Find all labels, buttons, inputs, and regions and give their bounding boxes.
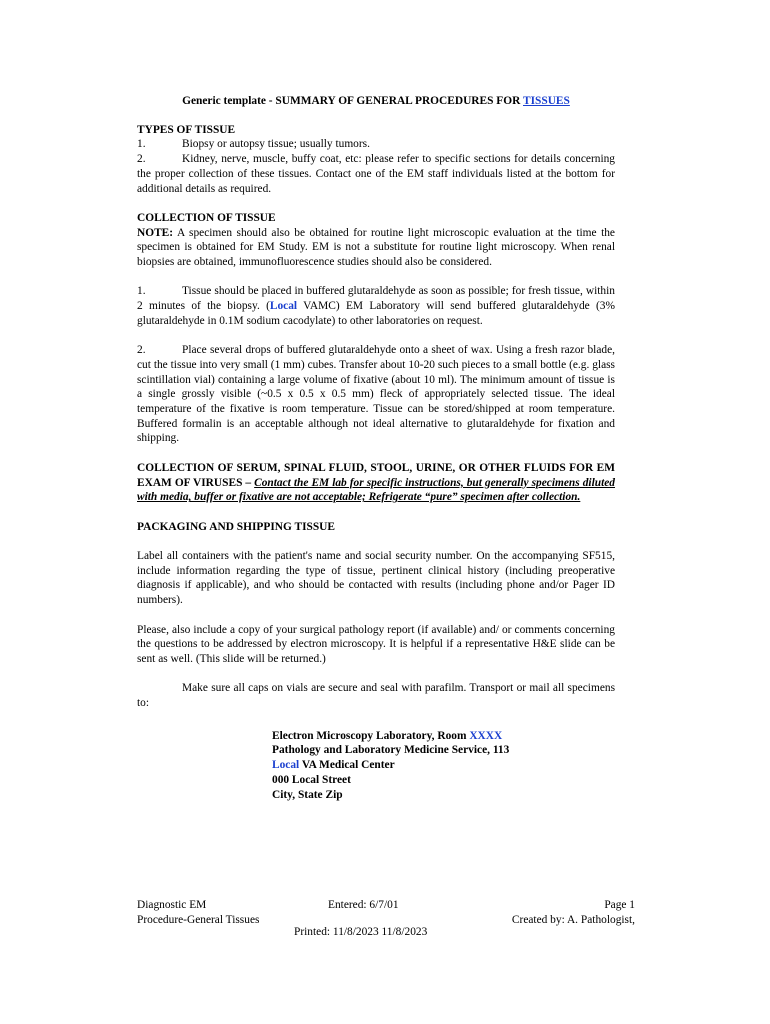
types-item-2-number: 2. (137, 153, 146, 166)
title-prefix: Generic template - SUMMARY OF GENERAL PROCEDURES FOR (182, 95, 523, 107)
address-line-2: Pathology and Laboratory Medicine Service, 113 (272, 744, 510, 757)
types-item-2 (137, 152, 615, 196)
address-line-3-text: VA Medical Center (299, 759, 395, 772)
address-line-1 (272, 729, 615, 744)
address-line-5: City, State Zip (272, 788, 343, 801)
tissues-link[interactable]: TISSUES (523, 95, 570, 107)
address-local: Local (272, 759, 300, 772)
footer-created-by: Created by: A. Pathologist, (511, 913, 635, 926)
packaging-heading: PACKAGING AND SHIPPING TISSUE (137, 520, 335, 533)
collection-item-1-text-b: VAMC) EM Laboratory will send buffered glutaraldehyde (3% glutaraldehyde in 0.1M sodium cacodylate) to other laboratories on request. (137, 300, 615, 327)
document-body (137, 94, 615, 802)
section-collection-of-tissue (137, 211, 615, 446)
collection-item-1 (137, 284, 615, 328)
section-types-of-tissue (137, 123, 615, 197)
address-room: XXXX (469, 729, 503, 742)
mailing-address (272, 729, 615, 803)
packaging-para-3: Make sure all caps on vials are secure and seal with parafilm. Transport or mail all specimens to: (137, 682, 615, 709)
note-text: A specimen should also be obtained for routine light microscopic evaluation at the time the specimen is obtained for EM Study. EM is not a substitute for routine light microscopy. When renal biopsies are obtained, immunofluorescence studies should also be considered. (137, 226, 615, 269)
footer-doc-type: Diagnostic EM (137, 899, 207, 911)
footer-printed: Printed: 11/8/2023 11/8/2023 (294, 926, 428, 938)
collection-item-1-number: 1. (137, 285, 146, 298)
collection-item-2-text: Place several drops of buffered glutaraldehyde onto a sheet of wax. Using a fresh razor blade, cut the tissue into very small (1 mm) cubes. Transfer about 10-20 such pieces to a small bottle (e.g. glass scintillation vial) containing a large volume of fixative (about 10 ml). The minimum amount of tissue is a single grossly visible (~0.5 x 0.5 x 0.5 mm) fleck of appropriately selected tissue. The ideal temperature of the fixative is room temperature. Tissue can be stored/shipped at room temperature. Buffered formalin is an acceptable although not ideal alternative to glutaraldehyde for fixation and shipping. (137, 344, 615, 445)
footer-left (137, 898, 259, 927)
types-item-1-text: Biopsy or autopsy tissue; usually tumors. (182, 138, 370, 151)
footer-page-number: Page 1 (604, 899, 635, 911)
collection-item-1-local: Local (269, 300, 298, 313)
collection-heading: COLLECTION OF TISSUE (137, 211, 276, 224)
address-line-4: 000 Local Street (272, 773, 351, 786)
types-item-1 (137, 137, 615, 152)
collection-item-2-number: 2. (137, 344, 146, 357)
collection-item-2 (137, 343, 615, 446)
footer-right (512, 898, 635, 927)
footer-procedure: Procedure-General Tissues (137, 913, 260, 926)
section-packaging (137, 520, 615, 711)
types-heading: TYPES OF TISSUE (137, 123, 236, 136)
document-title (137, 94, 615, 109)
serum-heading: COLLECTION OF SERUM, SPINAL FLUID, STOOL, URINE, OR OTHER FLUIDS FOR EM EXAM OF VIRUSES – (137, 461, 615, 489)
note-label: NOTE: (137, 226, 174, 239)
collection-item-1-text-a: Tissue should be placed in buffered glutaraldehyde as soon as possible; for fresh tissue, within 2 minutes of the biopsy. ( (137, 285, 615, 313)
section-serum-collection (137, 461, 615, 505)
packaging-para-1: Label all containers with the patient's name and social security number. On the accompanying SF515, include information regarding the type of tissue, pertinent clinical history (including preoperative diagnosis if applicable), and who should be contacted with results (including phone and/or Pager ID numbers). (137, 550, 615, 607)
packaging-para-2: Please, also include a copy of your surgical pathology report (if available) and/ or comments concerning the questions to be addressed by electron microscopy. It is helpful if a representative H&E slide can be sent as well. (This slide will be returned.) (137, 623, 615, 665)
types-item-2-text: Kidney, nerve, muscle, buffy coat, etc: please refer to specific sections for details concerning the proper collection of these tissues. Contact one of the EM staff individuals listed at the bottom for additional details as required. (137, 153, 615, 195)
address-line-3 (272, 758, 615, 773)
types-item-1-number: 1. (137, 138, 146, 151)
footer-entered: Entered: 6/7/01 (328, 899, 399, 911)
address-line-1-text: Electron Microscopy Laboratory, Room (272, 729, 470, 742)
serum-emphasis: Contact the EM lab for specific instructions, but generally specimens diluted with media, buffer or fixative are not acceptable; Refrigerate “pure” specimen after collection. (137, 476, 615, 504)
collection-note (137, 226, 615, 270)
